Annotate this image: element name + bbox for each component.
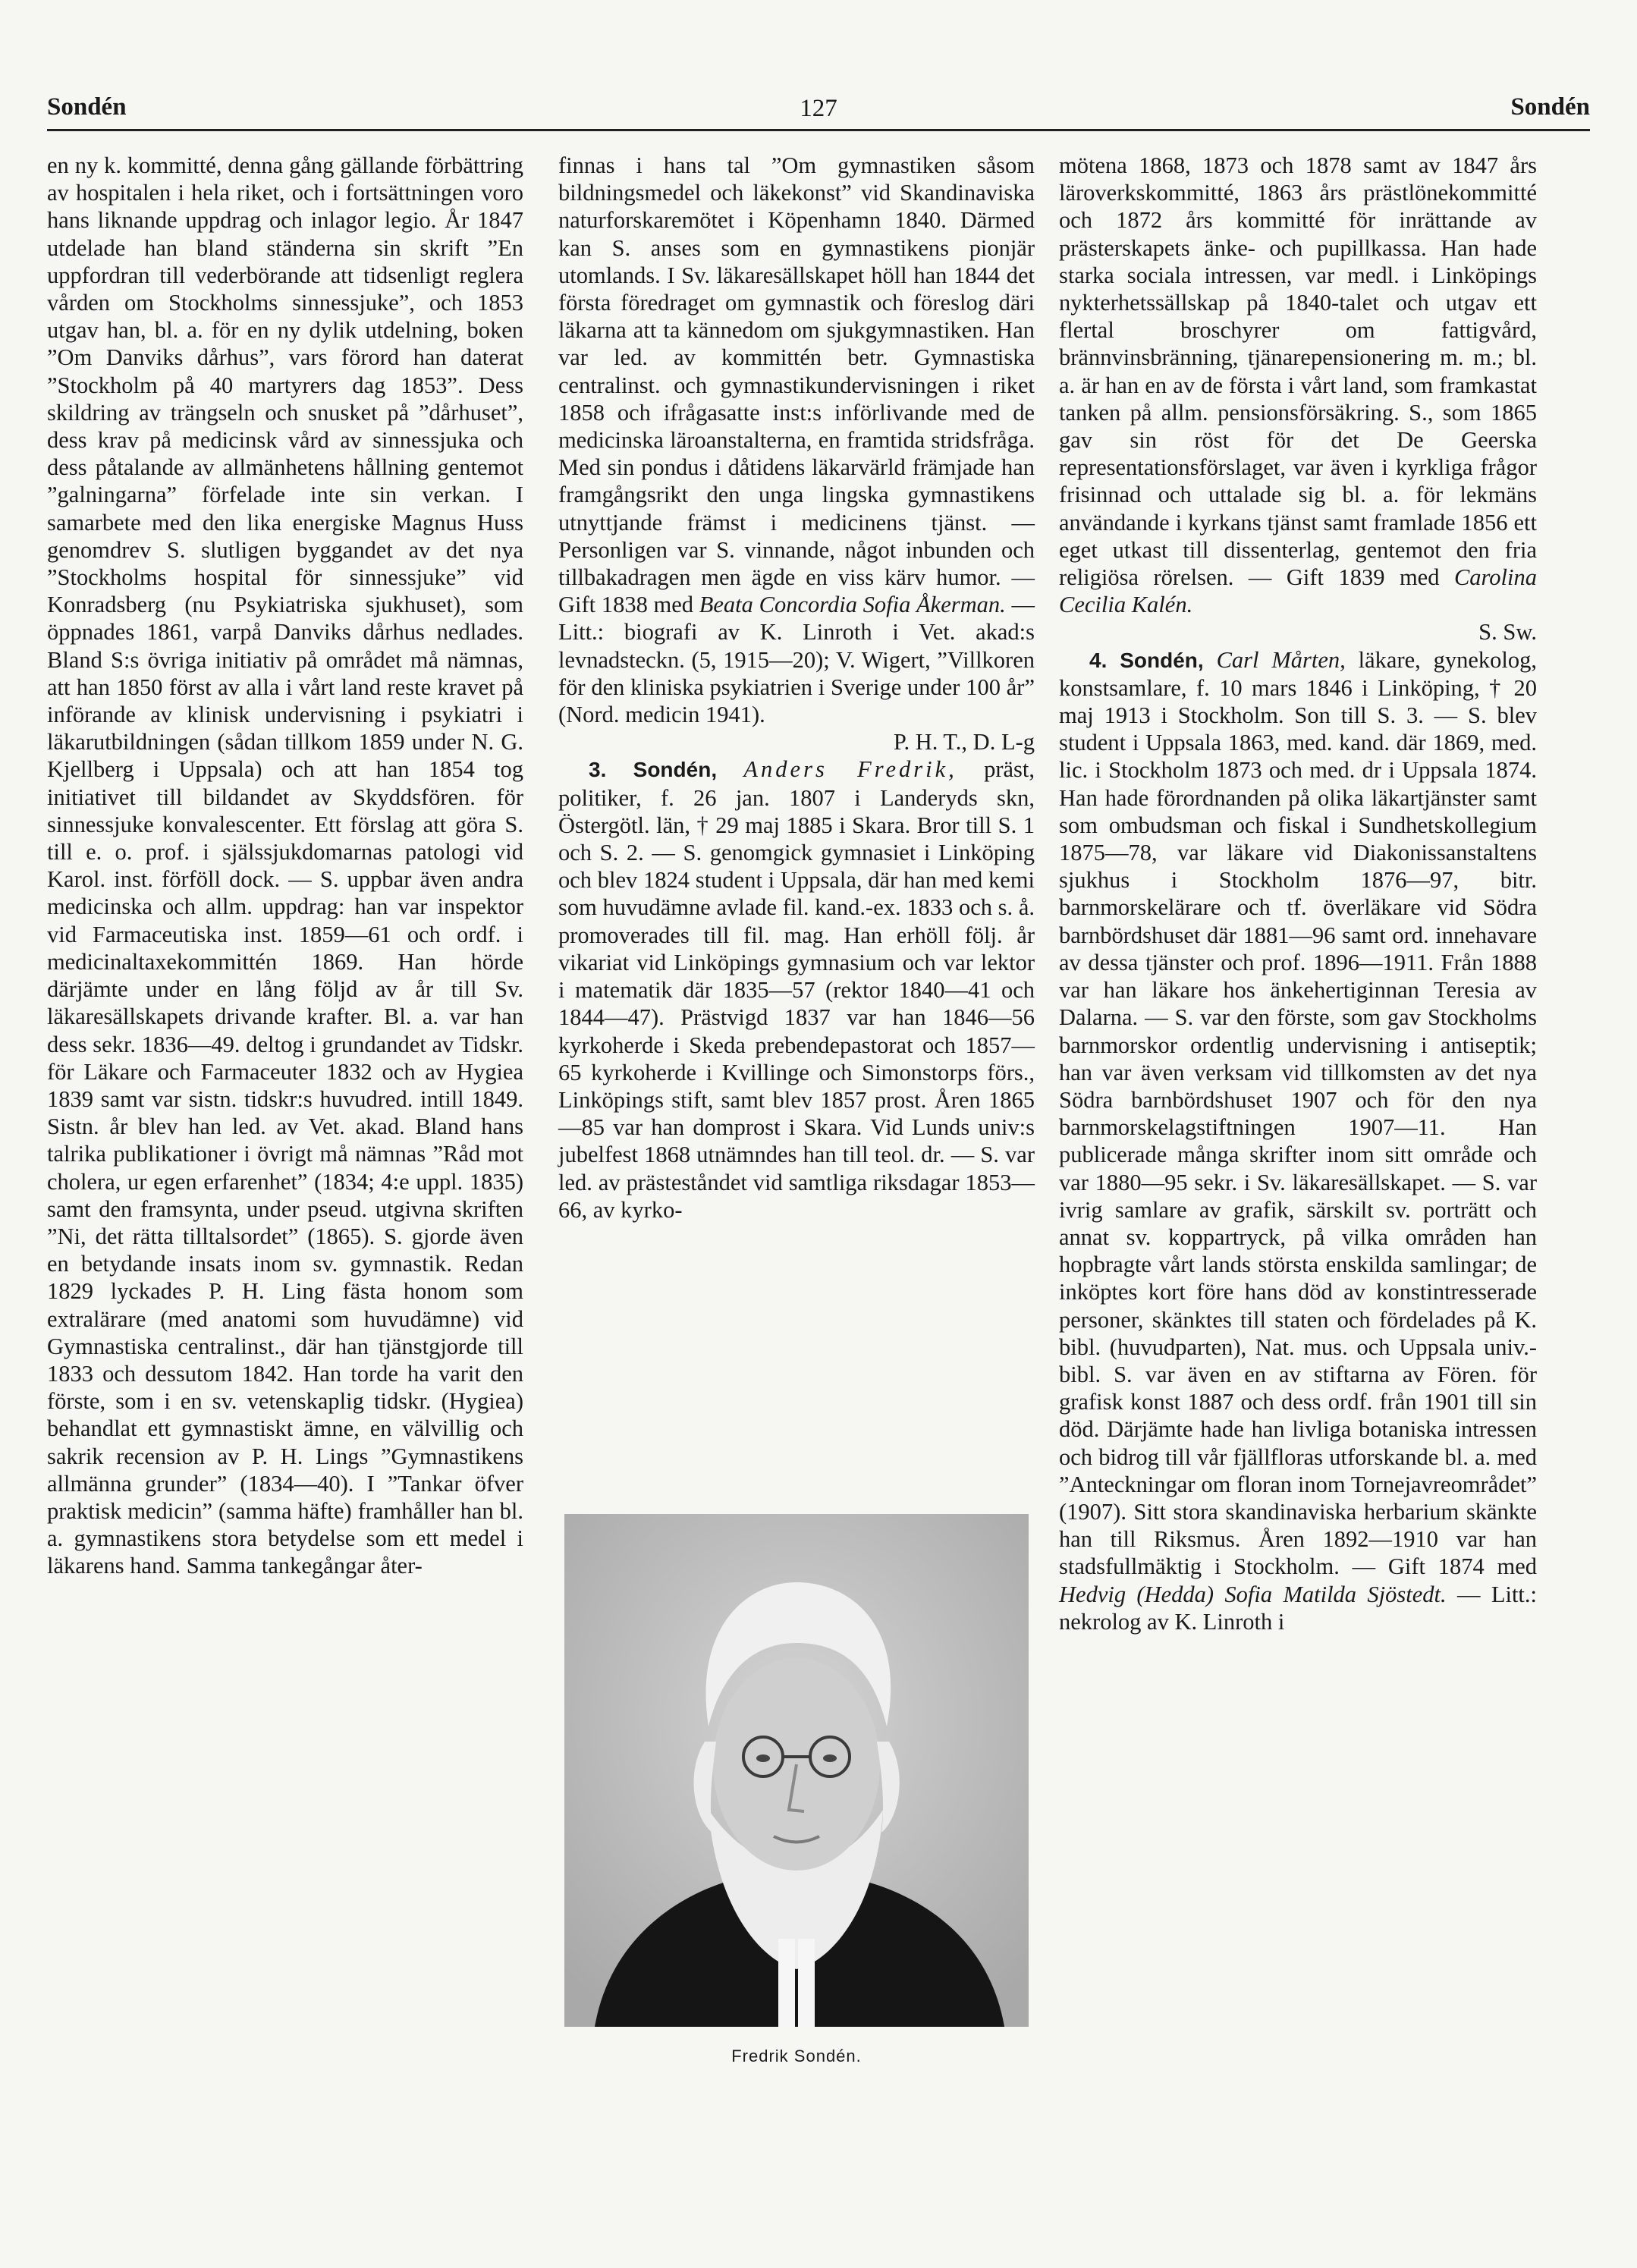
entry-2-literature: — Litt.: biografi av K. Linroth i Vet. akad:s levnadsteckn. (5, 1915—20); V. Wigert, ”Villkoren för den kliniska psykiatrien i Sverige under 100 år” (Nord. medicin 1941). (558, 592, 1035, 728)
entry-3-given-name: Anders Fredrik, (743, 756, 957, 783)
entry-2-continuation: finnas i hans tal ”Om gymnastiken såsom bildningsmedel och läkekonst” vid Skandinaviska naturforskaremötet i Köpenhamn 1840. Därmed kan S. anses som en gymnastikens pionjär utomlands. I Sv. läkaresällskapet höll han 1844 det första föredraget om gymnastik och föreslog däri läkarna att ta kännedom om sjukgymnastiken. Han var led. av kommittén betr. Gymnastiska centralinst. och gymnastikundervisningen i riket 1858 och ifrågasatte inst:s införlivande med de medicinska läroanstalterna, en framtida stridsfråga. Med sin pondus i dåtidens läkarvärld främjade han framgångsrikt den unga lingska gymnastikens utnyttjande främst i medicinens tjänst. — Personligen var S. vinnande, något inbunden och tillbakadragen men ägde en viss kärv humor. — Gift 1838 med (558, 152, 1035, 618)
portrait-figure (564, 1514, 1029, 2066)
column-2 (558, 152, 1035, 1224)
column-1-text: en ny k. kommitté, denna gång gällande förbättring av hospitalen i hela riket, och i fortsättningen voro hans liknande uppdrag och inlagor legio. År 1847 utdelade han bland ständerna sin skrift ”En uppfordran till vederbörande att tidsenligt reglera vården om Stockholms sinnessjuke”, och 1853 utgav han, bl. a. för en ny dylik utdelning, boken ”Om Danviks dårhus”, vars förord han daterat ”Stockholm på 40 martyrers dag 1853”. Dess skildring av trängseln och snusket på ”dårhuset”, dess krav på medicinsk vård av sinnessjuka och dess påtalande av allmänhetens hållning gentemot ”galningarna” förfelade inte sin verkan. I samarbete med den lika energiske Magnus Huss genomdrev S. slutligen byggandet av det nya ”Stockholms hospital för sinnessjuke” vid Konradsberg (nu Psykiatriska sjukhuset), som öppnades 1861, varpå Danviks dårhus nedlades. Bland S:s övriga initiativ på området må nämnas, att han 1850 först av alla i vårt land reste kravet på införande av klinisk undervisning i psykiatri i läkarutbildningen (sådan tillkom 1859 under N. G. Kjellberg i Uppsala) och att han 1854 tog initiativet till bildandet av Skyddsfören. för sinnessjuke konvalescenter. Ett förslag att göra S. till e. o. prof. i själssjukdomarnas patologi vid Karol. inst. förföll dock. — S. uppbar även andra medicinska och allm. uppdrag: han var inspektor vid Farmaceutiska inst. 1859—61 och ordf. i medicinaltaxekommittén 1869. Han hörde därjämte under en lång följd av år till Sv. läkaresällskapets drivande krafter. Bl. a. var han dess sekr. 1836—49. deltog i grundandet av Tidskr. för Läkare och Farmaceuter 1832 och av Hygiea 1839 samt var sistn. tidskr:s huvudred. intill 1849. Sistn. år blev han led. av Vet. akad. Bland hans talrika publikationer i övrigt må nämnas ”Råd mot cholera, ur egen erfarenhet” (1834; 4:e uppl. 1835) samt den framsynta, under pseud. utgivna skriften ”Ni, det rätta tilltalsordet” (1865). S. gjorde även en betydande insats inom sv. gymnastik. Redan 1829 lyckades P. H. Ling fästa honom som extralärare (med anatomi som huvudämne) vid Gymnastiska centralinst., där han tjänstgjorde till 1833 och dessutom 1842. Han torde ha varit den förste, som i en sv. vetenskaplig tidskr. (Hygiea) behandlat ett gymnastiskt ämne, en välvillig och sakrik recension av P. H. Lings ”Gymnastikens allmänna grunder” (1834—40). I ”Tankar öfver praktisk medicin” (samma häfte) framhåller han bl. a. gymnastikens stora betydelse som ett medel i läkarens hand. Samma tankegångar åter- (47, 152, 523, 1579)
running-header (47, 83, 1590, 131)
entry-3-number: 3. (589, 758, 607, 782)
entry-3-wife: Carolina Cecilia Kalén. (1059, 564, 1537, 618)
entry-4-surname: Sondén, (1120, 648, 1204, 672)
entry-3-text-continued: mötena 1868, 1873 och 1878 samt av 1847 års läroverkskommitté, 1863 års prästlönekommitté och 1872 års kommitté för inrättande av prästerskapets änke- och pupillkassa. Han hade starka sociala intressen, var medl. i Linköpings nykterhetssällskap på 1840-talet och utgav ett flertal broschyrer om fattigvård, brännvinsbränning, tjänarepensionering m. m.; bl. a. är han en av de första i vårt land, som framkastat tanken på allm. pensionsförsäkring. S., som 1865 gav sin röst för det De Geerska representationsförslaget, var även i kyrkliga frågor frisinnad och uttalade sig bl. a. för lekmäns användande i kyrkans tjänst samt framlade 1856 ett eget utkast till dissenterlag, gentemot den fria religiösa rörelsen. — Gift 1839 med (1059, 152, 1537, 591)
entry-3-surname: Sondén, (633, 758, 718, 782)
portrait-caption: Fredrik Sondén. (731, 2047, 862, 2065)
header-left-name: Sondén (47, 93, 127, 121)
page-number: 127 (800, 95, 837, 122)
portrait-illustration (564, 1514, 1029, 2027)
entry-4 (1059, 646, 1537, 1635)
entry-3-continuation (1059, 152, 1537, 618)
header-right-name: Sondén (1510, 93, 1590, 121)
column-3 (1059, 152, 1537, 1635)
entry-4-text: läkare, gynekolog, konstsamlare, f. 10 mars 1846 i Linköping, † 20 maj 1913 i Stockholm. Son till S. 3. — S. blev student i Uppsala 1863, med. kand. där 1869, med. lic. i Stockholm 1873 och med. dr i Uppsala 1874. Han hade förordnanden på olika läkartjänster samt som ombudsman och fiskal i Sundhetskollegium 1875—78, var läkare vid Diakonissanstaltens sjukhus i Stockholm 1876—97, bitr. barnmorskelärare och tf. överläkare vid Södra barnbördshuset där 1881—96 samt ord. innehavare av dessa tjänster och prof. 1896—1911. Från 1888 var han läkare hos änkehertiginnan Teresia av Dalarna. — S. var den förste, som gav Stockholms barnmorskor ordentlig undervisning i antiseptik; han var även verksam vid tillkomsten av det nya Södra barnbördshuset 1907 och för den nya barnmorskelagstiftningen 1907—11. Han publicerade många skrifter inom sitt område och var 1880—95 sekr. i Sv. läkaresällskapet. — S. var ivrig samlare av grafik, särskilt sv. porträtt och annat sv. koppartryck, på vilka områden han hopbragte vårt lands största enskilda samlingar; de inköptes kort före hans död av konstintresserade personer, skänktes till staten och fördelades på K. bibl. (huvudparten), Nat. mus. och Uppsala univ.-bibl. S. var även en av stiftarna av Fören. för grafisk konst 1887 och dess ordf. från 1901 till sin död. Därjämte hade han livliga botaniska intressen och bidrog till vår fjällfloras utforskande bl. a. med ”Anteckningar om floran inom Tornejavreområdet” (1907). Sitt stora skandinaviska herbarium skänkte han till Riksmus. Åren 1892—1910 var han stadsfullmäktig i Stockholm. — Gift 1874 med (1059, 646, 1538, 1580)
entry-3-signature: S. Sw. (1478, 619, 1537, 646)
entry-4-literature: — Litt.: nekrolog av K. Linroth i (1059, 1581, 1537, 1635)
portrait-photo (564, 1514, 1029, 2027)
entry-3-text: präst, politiker, f. 26 jan. 1807 i Landeryds skn, Östergötl. län, † 29 maj 1885 i Skara. Bror till S. 1 och S. 2. — S. genomgick gymnasiet i Linköping och blev 1824 student i Uppsala, där han med kemi som huvudämne avlade fil. kand.-ex. 1833 och s. å. promoverades till fil. mag. Han erhöll följ. år vikariat vid Linköpings gymnasium och var lektor i matematik där 1835—57 (rektor 1840—41 och 1844—47). Prästvigd 1837 var han 1846—56 kyrkoherde i Skeda prebendepastorat och 1857—65 kyrkoherde i Kvillinge och Simonstorps förs., Linköpings stift, samt blev 1857 prost. Åren 1865—85 var han domprost i Skara. Vid Lunds univ:s jubelfest 1868 utnämndes han till teol. dr. — S. var led. av prästeståndet vid samtliga riksdagar 1853—66, av kyrko- (558, 756, 1035, 1223)
entry-2-signature: P. H. T., D. L-g (893, 729, 1035, 755)
column-1 (47, 152, 523, 1580)
entry-4-number: 4. (1089, 648, 1108, 672)
entry-4-given-name: Carl Mårten, (1216, 646, 1346, 673)
entry-4-wife: Hedvig (Hedda) Sofia Matilda Sjöstedt. (1059, 1581, 1447, 1607)
column-2-text (558, 152, 1035, 728)
entry-2-wife: Beata Concordia Sofia Åkerman. (699, 592, 1006, 618)
entry-3 (558, 755, 1035, 1223)
